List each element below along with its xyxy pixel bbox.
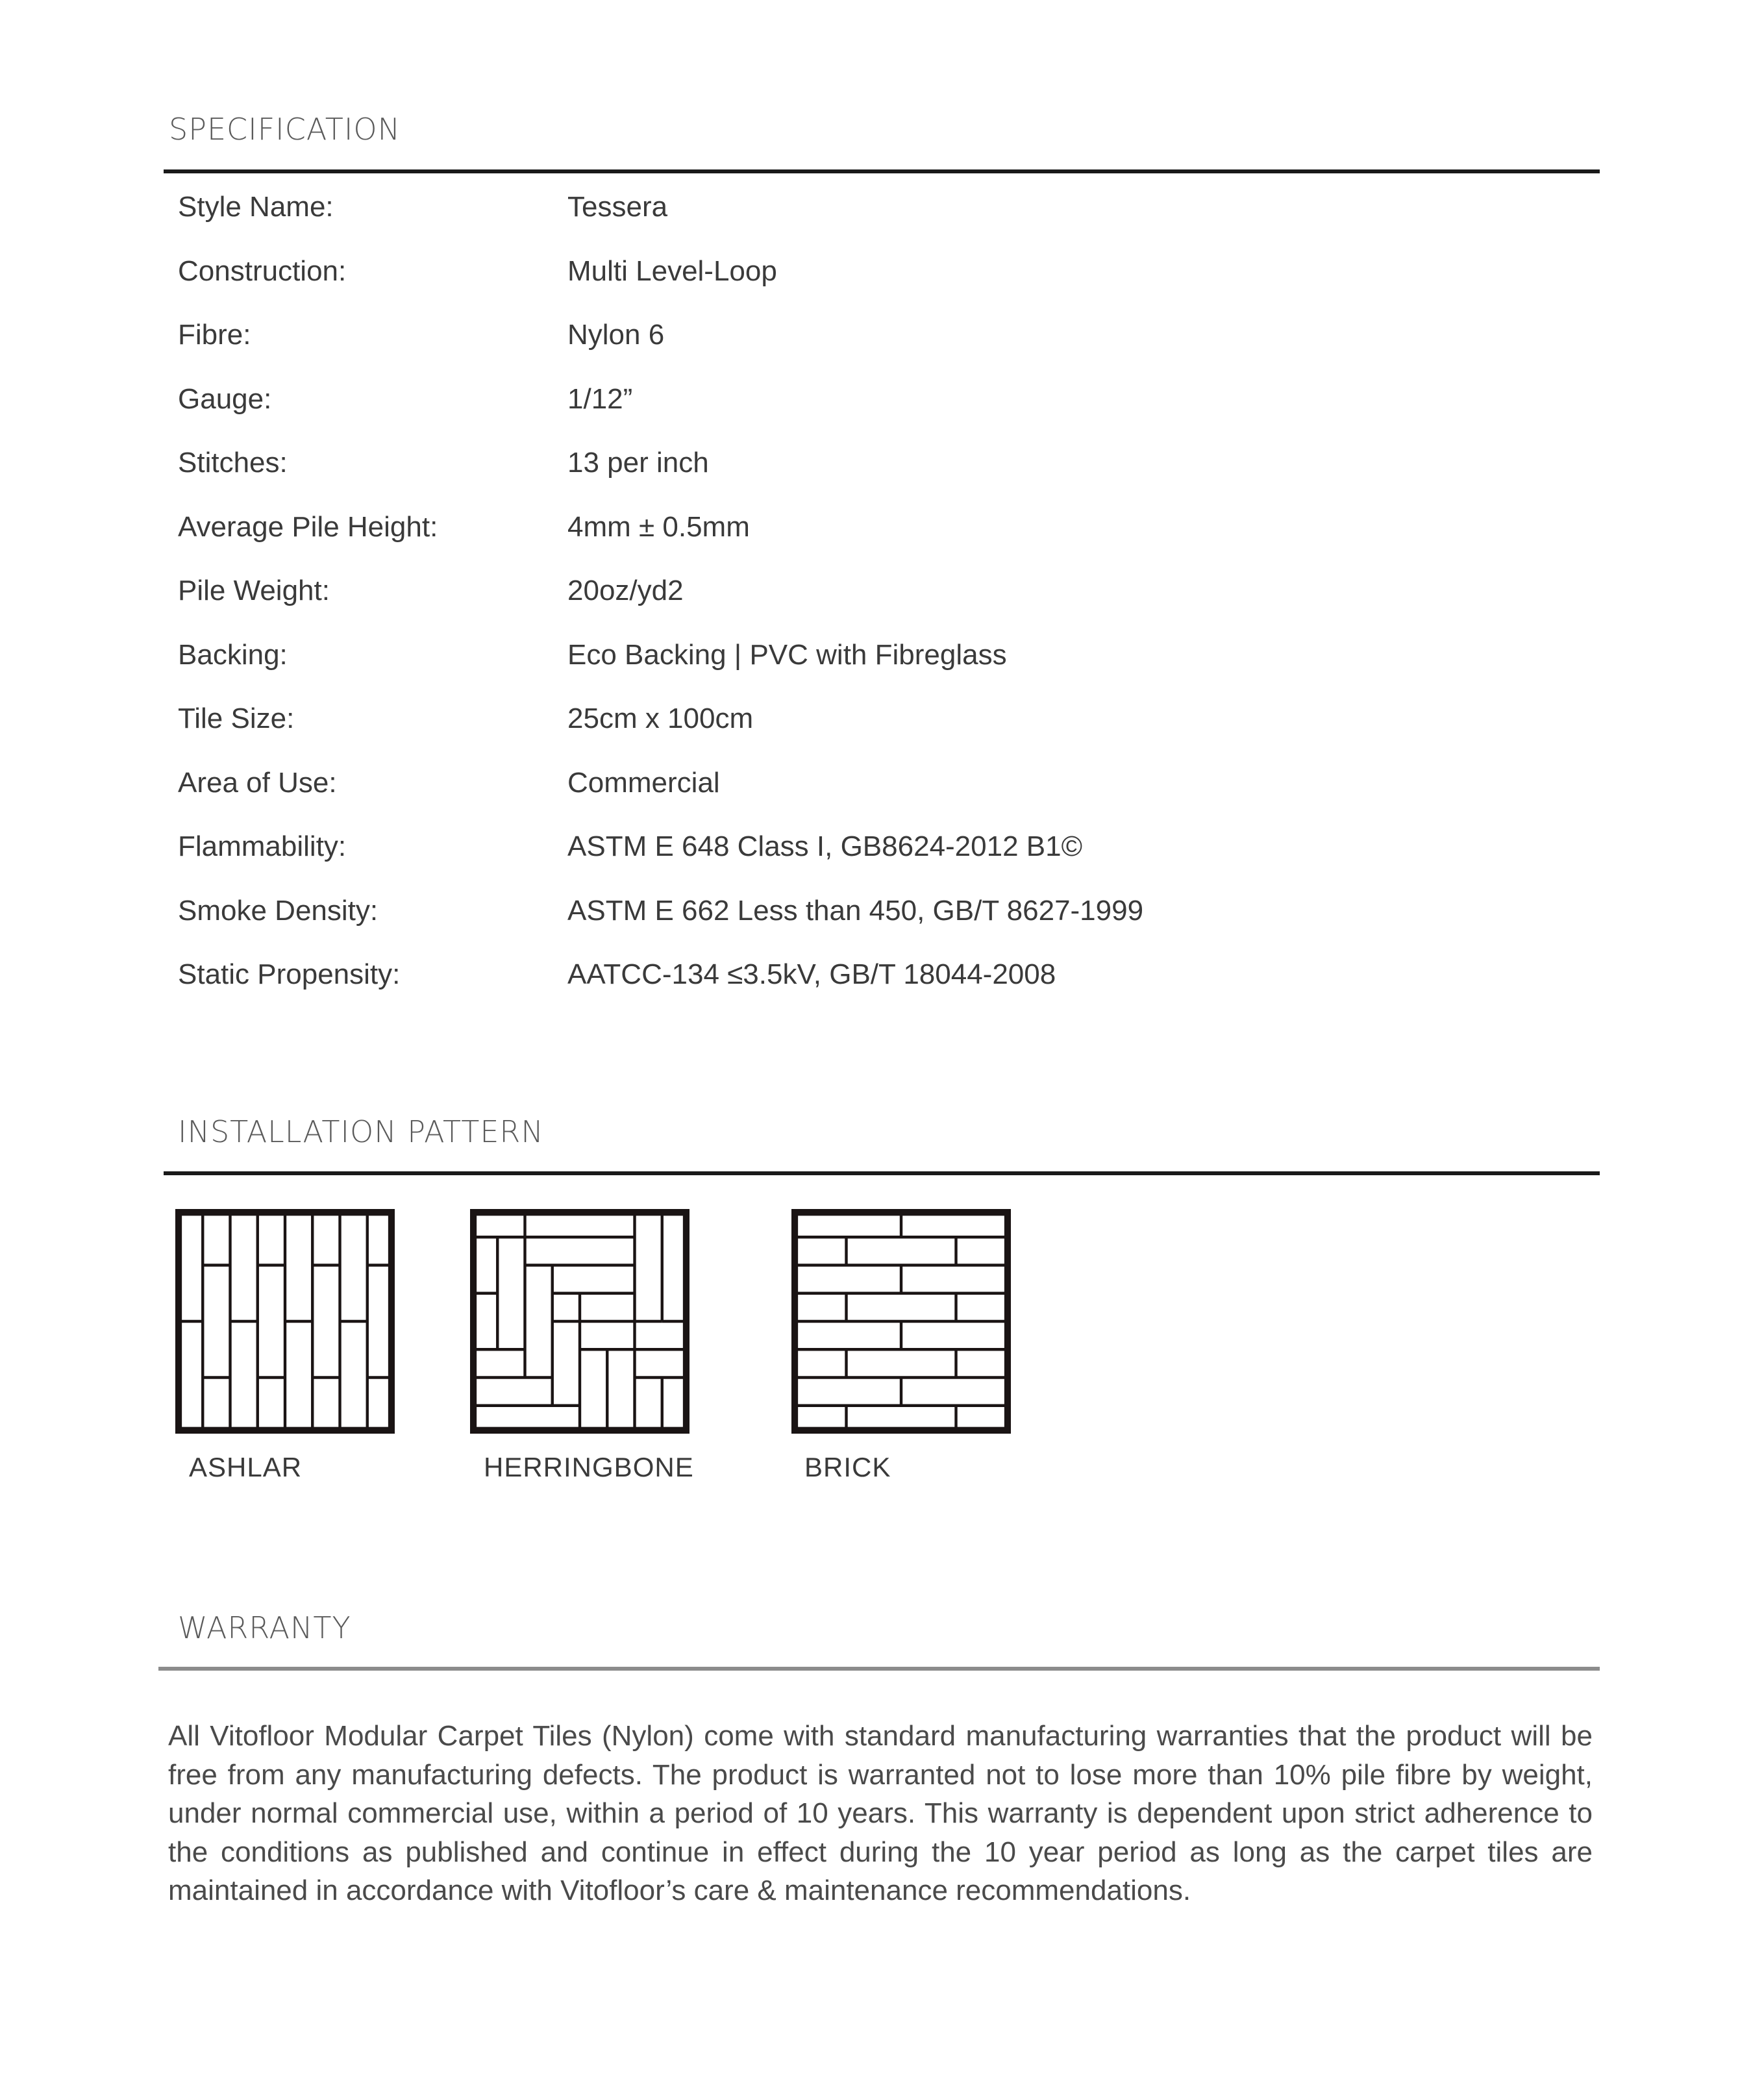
installation-title: INSTALLATION PATTERN [178, 1114, 544, 1149]
brick-label: BRICK [804, 1452, 891, 1482]
spec-label: Construction: [178, 255, 347, 287]
spec-row-gauge [178, 368, 1593, 432]
spec-label: Flammability: [178, 830, 347, 863]
spec-value: 13 per inch [567, 447, 709, 479]
spec-label: Smoke Density: [178, 894, 379, 927]
spec-value: Nylon 6 [567, 319, 665, 351]
spec-value: 20oz/yd2 [567, 575, 684, 607]
spec-row-average-pile-height [178, 495, 1593, 560]
spec-label: Static Propensity: [178, 958, 401, 991]
spec-value: Multi Level-Loop [567, 255, 777, 287]
spec-row-fibre [178, 303, 1593, 368]
spec-row-flammability [178, 815, 1593, 879]
spec-label: Average Pile Height: [178, 510, 438, 543]
spec-row-backing [178, 623, 1593, 688]
spec-label: Pile Weight: [178, 575, 330, 607]
spec-value: AATCC-134 ≤3.5kV, GB/T 18044-2008 [567, 958, 1056, 991]
spec-row-pile-weight [178, 559, 1593, 623]
spec-value: 4mm ± 0.5mm [567, 510, 750, 543]
spec-label: Fibre: [178, 319, 251, 351]
spec-row-smoke-density [178, 879, 1593, 943]
spec-value: ASTM E 648 Class I, GB8624-2012 B1© [567, 830, 1083, 863]
ashlar-pattern-icon [175, 1209, 395, 1434]
brick-pattern-icon [791, 1209, 1011, 1434]
spec-label: Gauge: [178, 382, 272, 415]
herringbone-pattern-icon [470, 1209, 689, 1434]
spec-label: Stitches: [178, 447, 288, 479]
spec-row-static-propensity [178, 943, 1593, 1007]
spec-row-area-of-use [178, 751, 1593, 816]
specification-table [178, 175, 1593, 1007]
spec-label: Backing: [178, 638, 288, 671]
spec-value: Tessera [567, 191, 668, 223]
installation-rule [164, 1171, 1600, 1175]
spec-label: Style Name: [178, 191, 334, 223]
spec-row-tile-size [178, 687, 1593, 751]
ashlar-label: ASHLAR [189, 1452, 303, 1482]
spec-row-construction [178, 240, 1593, 304]
warranty-text: All Vitofloor Modular Carpet Tiles (Nylon) come with standard manufacturing warranties that the product will be free from any manufacturing defects. The product is warranted not to lose more than 10% pile fibre by weight, under normal commercial use, within a period of 10 years. This warranty is dependent upon strict adherence to the conditions as published and continue in effect during the 10 year period as long as the carpet tiles are maintained in accordance with Vitofloor’s care & maintenance recommendations. [168, 1720, 1593, 1906]
warranty-rule [158, 1667, 1600, 1671]
spec-row-style-name [178, 175, 1593, 240]
warranty-title: WARRANTY [178, 1610, 351, 1645]
spec-value: ASTM E 662 Less than 450, GB/T 8627-1999 [567, 894, 1144, 927]
spec-label: Tile Size: [178, 703, 295, 735]
spec-row-stitches [178, 431, 1593, 495]
spec-value: Eco Backing | PVC with Fibreglass [567, 638, 1007, 671]
spec-label: Area of Use: [178, 766, 337, 799]
specification-rule [164, 169, 1600, 173]
specification-title: SPECIFICATION [169, 112, 401, 147]
herringbone-label: HERRINGBONE [484, 1452, 694, 1482]
spec-value: 1/12” [567, 382, 633, 415]
spec-value: 25cm x 100cm [567, 703, 754, 735]
spec-value: Commercial [567, 766, 720, 799]
